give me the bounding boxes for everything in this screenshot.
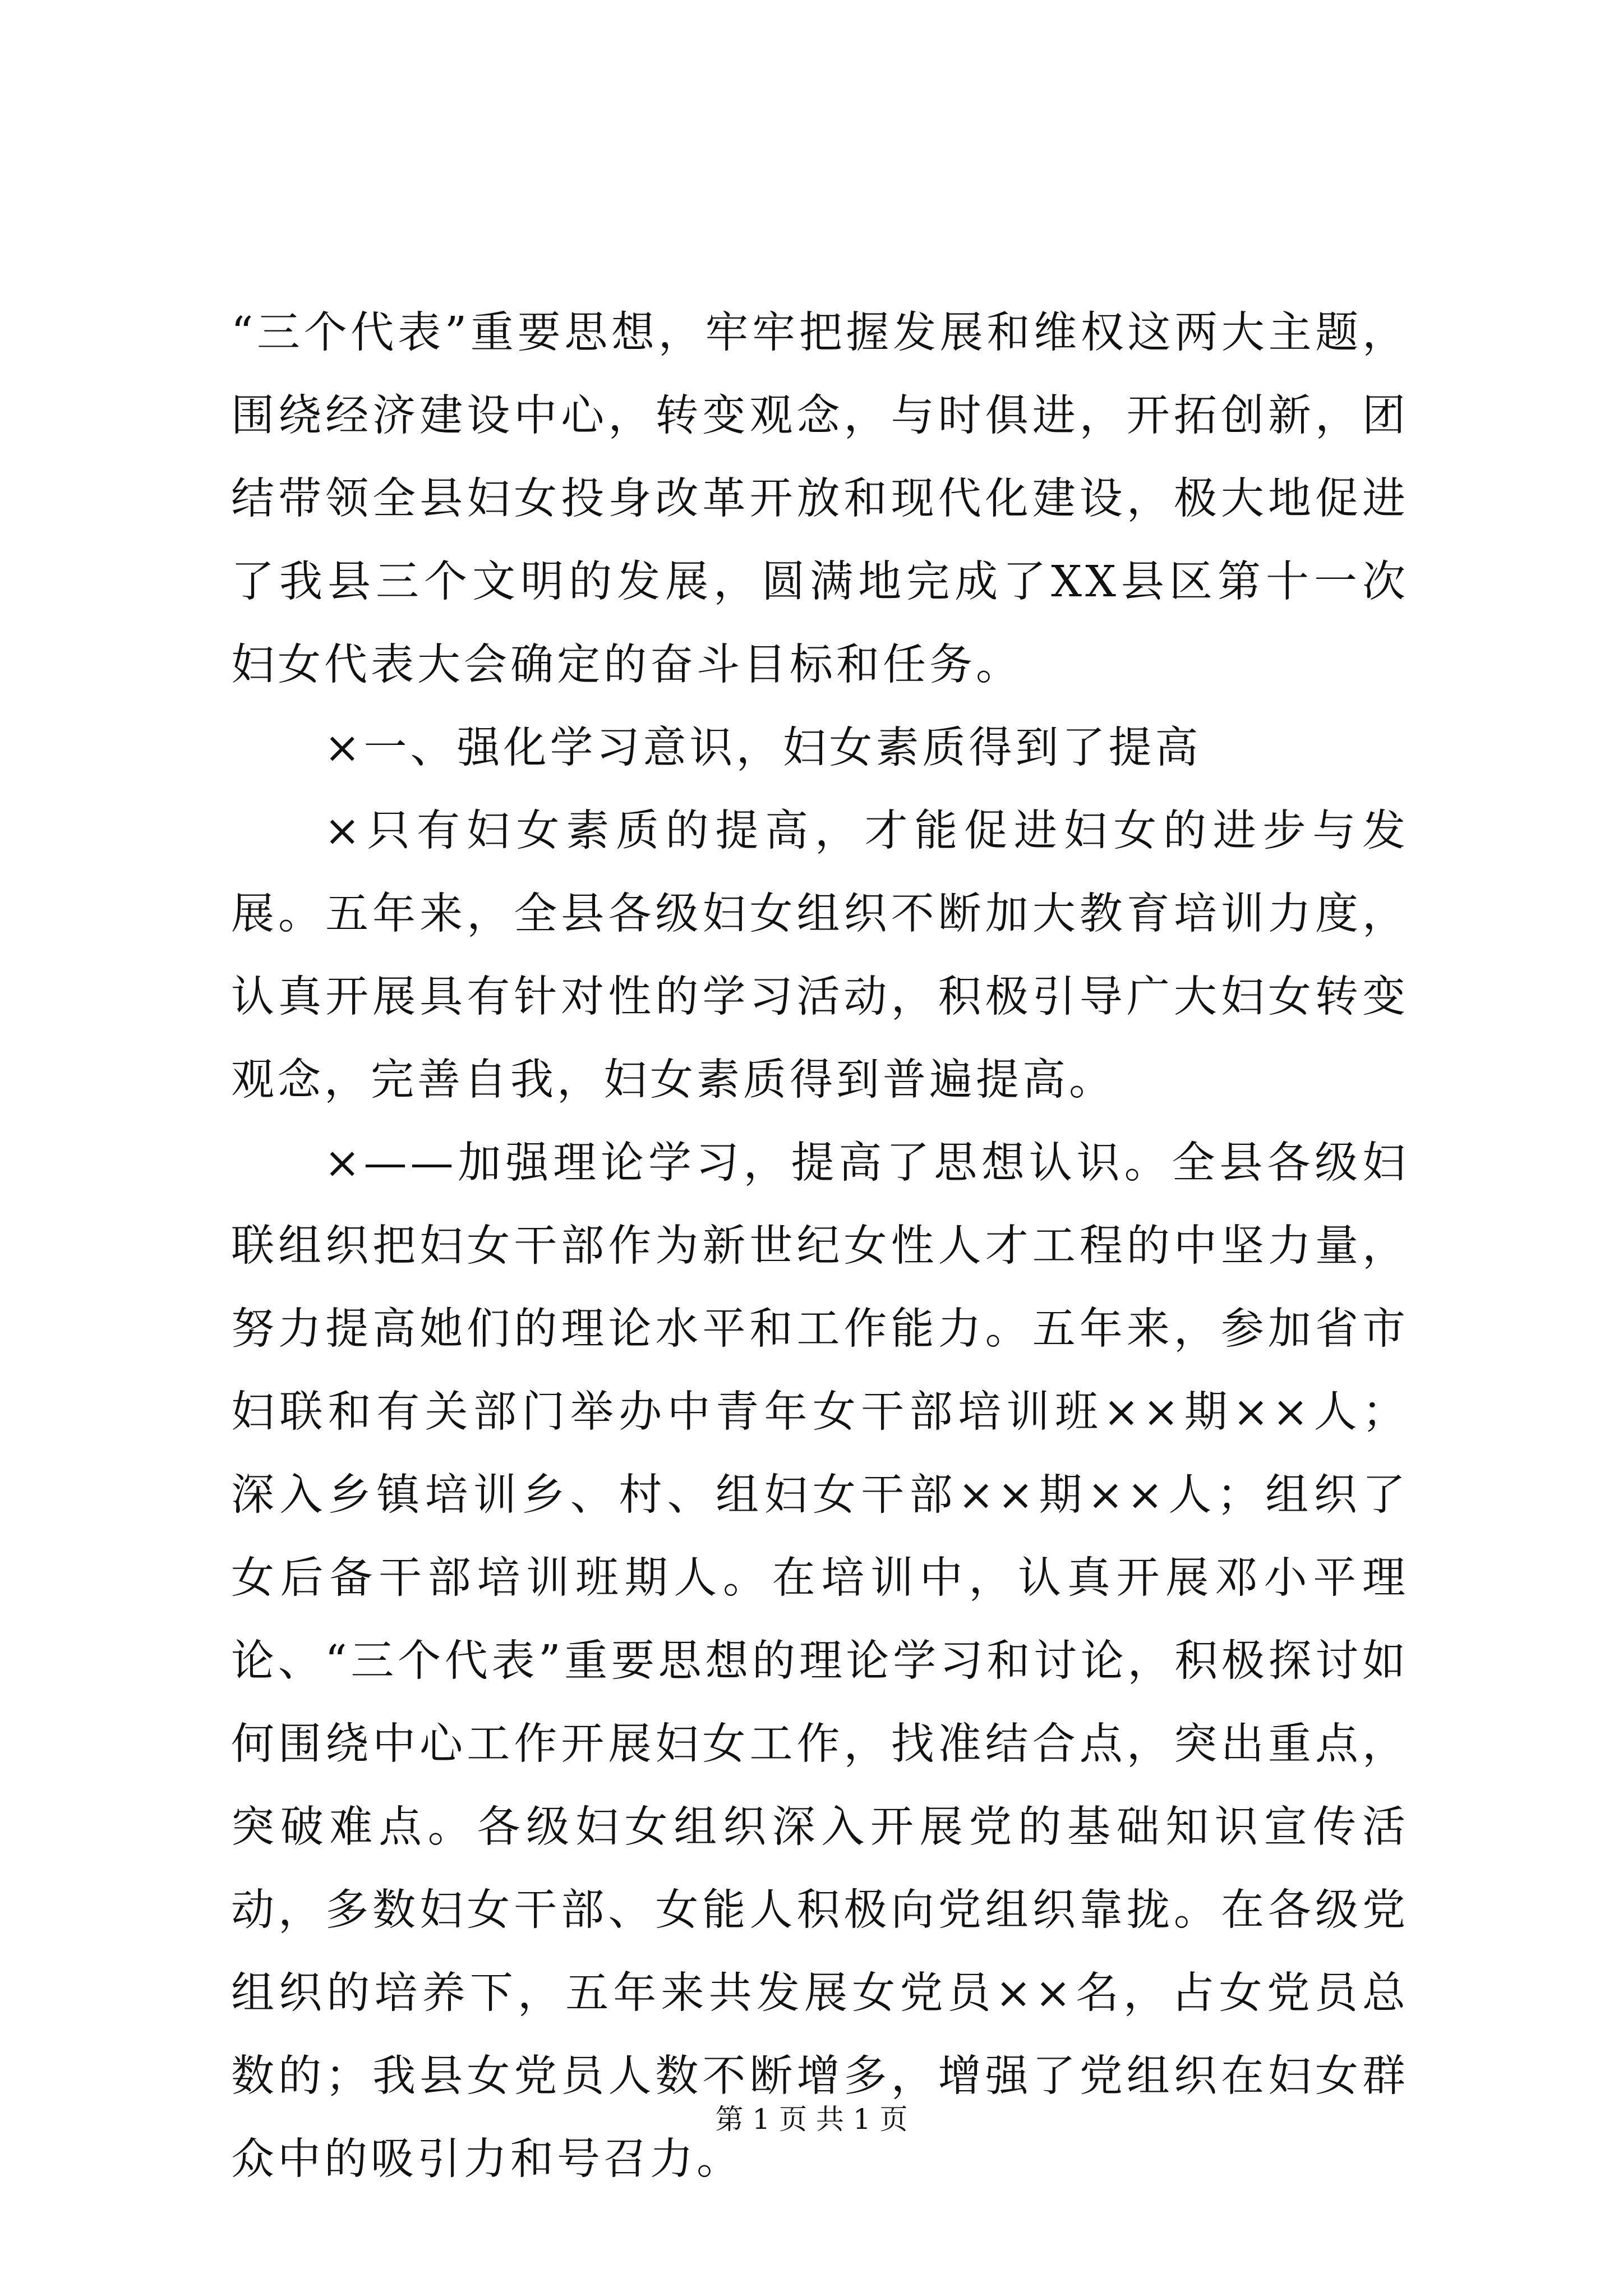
page-footer: 第 1 页 共 1 页	[715, 2103, 908, 2136]
body-text	[231, 292, 1409, 2201]
section-heading: ×一、强化学习意识，妇女素质得到了提高	[324, 723, 1202, 773]
paragraph-4: ×——加强理论学习，提高了思想认识。全县各级妇联组织把妇女干部作为新世纪女性人才工程的中坚力量，努力提高她们的理论水平和工作能力。五年来，参加省市妇联和有关部门举办中青年女干部培训班××期××人；深入乡镇培训乡、村、组妇女干部××期××人；组织了女后备干部培训班期人。在培训中，认真开展邓小平理论、“三个代表”重要思想的理论学习和讨论，积极探讨如何围绕中心工作开展妇女工作，找准结合点，突出重点，突破难点。各级妇女组织深入开展党的基础知识宣传活动，多数妇女干部、女能人积极向党组织靠拢。在各级党组织的培养下，五年来共发展女党员××名，占女党员总数的；我县女党员人数不断增多，增强了党组织在妇女群众中的吸引力和号召力。	[231, 1138, 1409, 2184]
paragraph-1: “三个代表”重要思想，牢牢把握发展和维权这两大主题，围绕经济建设中心，转变观念，与时俱进，开拓创新，团结带领全县妇女投身改革开放和现代化建设，极大地促进了我县三个文明的发展，圆满地完成了XX县区第十一次妇女代表大会确定的奋斗目标和任务。	[231, 308, 1409, 690]
paragraph-3: ×只有妇女素质的提高，才能促进妇女的进步与发展。五年来，全县各级妇女组织不断加大教育培训力度，认真开展具有针对性的学习活动，积极引导广大妇女转变观念，完善自我，妇女素质得到普遍提高。	[231, 806, 1409, 1105]
